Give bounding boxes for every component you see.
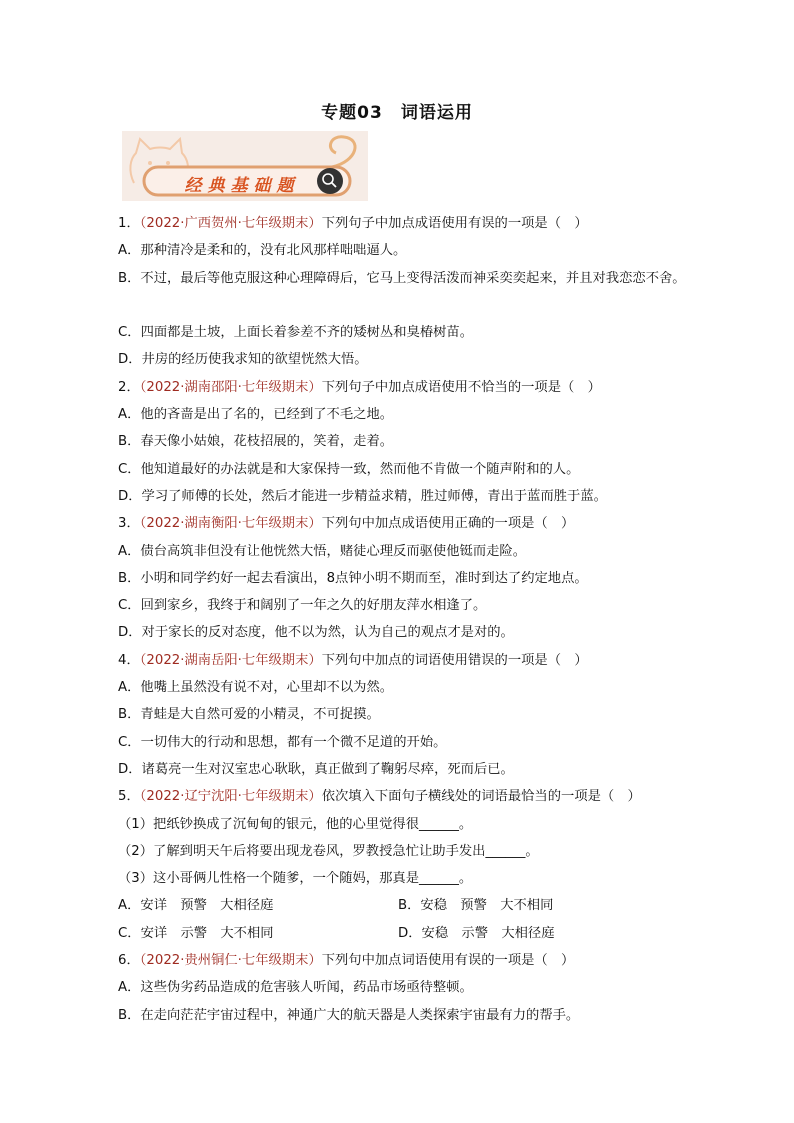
option-row	[118, 920, 688, 947]
option: A．那种清冷是柔和的，没有北风那样咄咄逼人。	[118, 243, 407, 259]
option: C．回到家乡，我终于和阔别了一年之久的好朋友萍水相逢了。	[118, 598, 487, 614]
option: D．学习了师傅的长处，然后才能进一步精益求精，胜过师傅，青出于蓝而胜于蓝。	[118, 488, 607, 504]
page-title: 专题03 词语运用	[321, 103, 473, 123]
banner-label: 经典基础题	[184, 176, 300, 196]
question-2-header	[118, 374, 688, 401]
section-banner	[122, 131, 368, 201]
question-source: （2022·湖南岳阳·七年级期末）	[139, 652, 322, 668]
option: D．诸葛亮一生对汉室忠心耿耿，真正做到了鞠躬尽瘁，死而后已。	[118, 761, 514, 777]
question-number: 6．	[118, 953, 140, 969]
option: D．安稳 示警 大相径庭	[398, 925, 555, 941]
sub-sentence: （3）这小哥俩儿性格一个随爹，一个随妈，那真是______。	[118, 871, 473, 887]
question-number: 3．	[118, 516, 140, 532]
question-number: 2．	[118, 379, 140, 395]
option: C．他知道最好的办法就是和大家保持一致，然而他不肯做一个随声附和的人。	[118, 461, 580, 477]
question-4-header	[118, 647, 688, 674]
question-source: （2022·湖南衡阳·七年级期末）	[139, 516, 322, 532]
option: C．一切伟大的行动和思想，都有一个微不足道的开始。	[118, 734, 447, 750]
question-6-header	[118, 947, 688, 974]
option: B．青蛙是大自然可爱的小精灵，不可捉摸。	[118, 707, 380, 723]
question-source: （2022·辽宁沈阳·七年级期末）	[139, 789, 322, 805]
question-list	[118, 210, 688, 1029]
question-stem: 下列句中加点的词语使用错误的一项是（ ）	[321, 652, 588, 668]
question-stem: 下列句子中加点成语使用有误的一项是（ ）	[321, 216, 588, 231]
option: A．债台高筑非但没有让他恍然大悟，赌徒心理反而驱使他铤而走险。	[118, 543, 527, 559]
option: D．对于家长的反对态度，他不以为然，认为自己的观点才是对的。	[118, 625, 514, 641]
question-1-header	[118, 210, 688, 237]
option: C．安详 示警 大不相同	[118, 925, 274, 941]
question-number: 5．	[118, 789, 140, 805]
option: A．他的吝啬是出了名的，已经到了不毛之地。	[118, 407, 394, 423]
question-source: （2022·广西贺州·七年级期末）	[139, 216, 322, 231]
question-stem: 下列句中加点词语使用有误的一项是（ ）	[321, 953, 575, 969]
option: B．小明和同学约好一起去看演出，8点钟小明不期而至，准时到达了约定地点。	[118, 570, 588, 586]
question-5-header	[118, 783, 688, 810]
option-row	[118, 892, 688, 919]
question-stem: 下列句子中加点成语使用不恰当的一项是（ ）	[321, 379, 601, 395]
option: A．他嘴上虽然没有说不对，心里却不以为然。	[118, 680, 394, 696]
option: C．四面都是土坡，上面长着参差不齐的矮树丛和臭椿树苗。	[118, 325, 474, 341]
question-3-header	[118, 510, 688, 537]
question-stem: 依次填入下面句子横线处的词语最恰当的一项是（ ）	[321, 789, 641, 805]
option: B．安稳 预警 大不相同	[398, 898, 554, 914]
option: D．井房的经历使我求知的欲望恍然大悟。	[118, 352, 368, 368]
question-number: 1．	[118, 216, 140, 231]
question-number: 4．	[118, 652, 140, 668]
sub-sentence: （1）把纸钞换成了沉甸甸的银元，他的心里觉得很______。	[118, 816, 473, 832]
option: A．安详 预警 大相径庭	[118, 898, 274, 914]
sub-sentence: （2）了解到明天午后将要出现龙卷风，罗教授急忙让助手发出______。	[118, 843, 539, 859]
question-source: （2022·贵州铜仁·七年级期末）	[139, 953, 322, 969]
option: B．春天像小姑娘，花枝招展的，笑着，走着。	[118, 434, 394, 450]
question-stem: 下列句中加点成语使用正确的一项是（ ）	[321, 516, 575, 532]
question-source: （2022·湖南邵阳·七年级期末）	[139, 379, 322, 395]
option: B．在走向茫茫宇宙过程中，神通广大的航天器是人类探索宇宙最有力的帮手。	[118, 1007, 580, 1023]
option: A．这些伪劣药品造成的危害骇人听闻，药品市场亟待整顿。	[118, 980, 473, 996]
option: B．不过，最后等他克服这种心理障碍后，它马上变得活泼而神采奕奕起来，并且对我恋恋不舍。	[118, 270, 686, 286]
